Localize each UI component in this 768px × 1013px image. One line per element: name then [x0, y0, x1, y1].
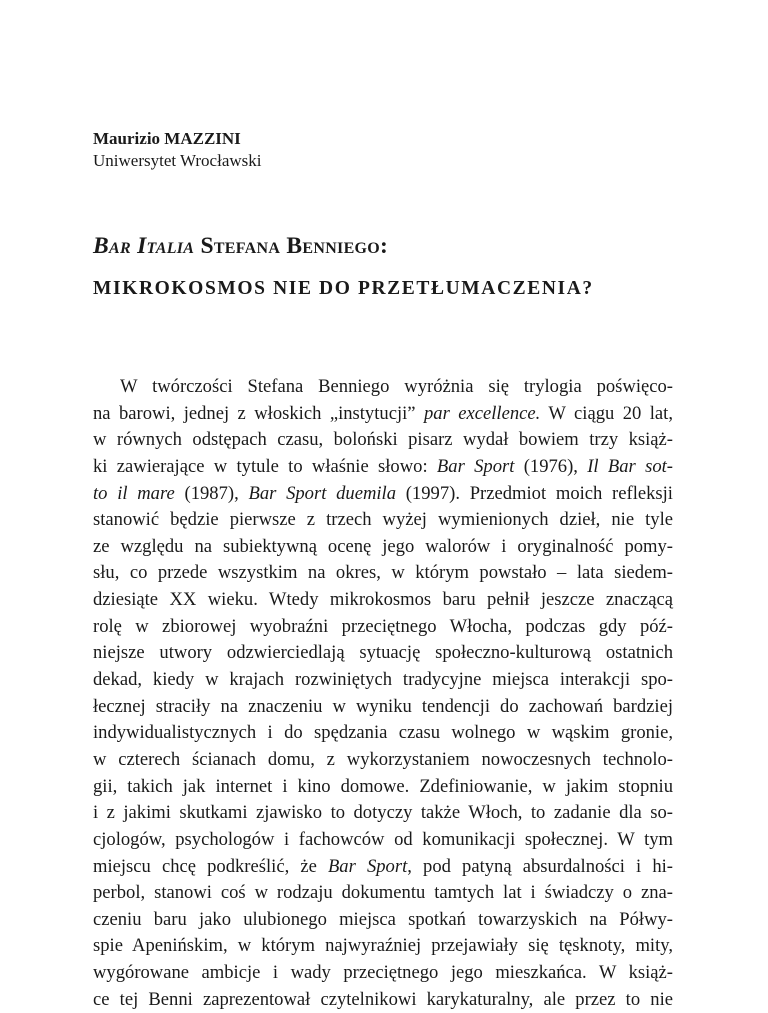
text-segment: indywidualistycznych i do spędzania czasu wolnego w wąskim gronie, [93, 722, 673, 744]
body-line [93, 987, 673, 1013]
text-segment: dekad, kiedy w krajach rozwiniętych tradycyjne miejsca interakcji spo- [93, 669, 673, 691]
body-line [93, 374, 673, 401]
text-segment: dziesiąte XX wieku. Wtedy mikrokosmos baru pełnił jeszcze znaczącą [93, 589, 673, 611]
body-line [93, 640, 673, 667]
text-segment: rolę w zbiorowej wyobraźni przeciętnego Włocha, podczas gdy póź- [93, 615, 673, 637]
body-line [93, 587, 673, 614]
text-segment: i z jakimi skutkami zjawisko to dotyczy także Włoch, to zadanie dla so- [93, 802, 673, 824]
body-line [93, 481, 673, 508]
text-segment: w czterech ścianach domu, z wykorzystaniem nowoczesnych technolo- [93, 748, 673, 770]
body-line [93, 534, 673, 561]
text-segment: W twórczości Stefana Benniego wyróżnia się trylogia poświęco- [120, 376, 673, 397]
body-line [93, 560, 673, 587]
text-segment: gii, takich jak internet i kino domowe. Zdefiniowanie, w jakim stopniu [93, 775, 673, 797]
text-segment: wygórowane ambicje i wady przeciętnego jego mieszkańca. W książ- [93, 962, 673, 984]
italic-text: to il mare [93, 482, 175, 504]
body-line [93, 401, 673, 428]
body-line [93, 720, 673, 747]
author-block [93, 128, 262, 172]
italic-text: Bar Sport duemila [248, 482, 397, 504]
text-segment: (1987), [174, 482, 249, 504]
text-segment: stanowić będzie pierwsze z trzech wyżej wymienionych dzieł, nie tyle [93, 509, 673, 531]
italic-text: par excellence. [423, 402, 541, 424]
italic-text: Bar Sport [327, 855, 408, 877]
text-segment: łecznej straciły na znaczeniu w wyniku tendencji do zachowań bardziej [93, 695, 673, 717]
article-title-rest: Stefana Benniego: [194, 233, 389, 259]
text-segment: ki zawierające w tytule to właśnie słowo: [93, 455, 437, 477]
text-segment: słu, co przede wszystkim na okres, w którym powstało – lata siedem- [93, 562, 673, 584]
body-line [93, 827, 673, 854]
body-paragraph [93, 374, 673, 1013]
text-segment: (1997). Przedmiot moich refleksji [396, 482, 673, 504]
article-subtitle: MIKROKOSMOS NIE DO PRZETŁUMACZENIA? [93, 278, 594, 299]
article-title [93, 232, 388, 260]
body-line [93, 960, 673, 987]
text-segment: perbol, stanowi coś w rodzaju dokumentu tamtych lat i świadczy o zna- [93, 882, 673, 904]
body-line [93, 454, 673, 481]
body-line [93, 614, 673, 641]
text-segment: w równych odstępach czasu, boloński pisarz wydał bowiem trzy książ- [93, 429, 673, 451]
body-line [93, 667, 673, 694]
body-line [93, 507, 673, 534]
author-name: Maurizio MAZZINI [93, 129, 241, 148]
text-segment: spie Apenińskim, w którym najwyraźniej przejawiały się tęsknoty, mity, [93, 935, 673, 957]
text-segment: czeniu baru jako ulubionego miejsca spotkań towarzyskich na Półwy- [93, 908, 673, 930]
text-segment: niejsze utwory odzwierciedlają sytuację społeczno-kulturową ostatnich [93, 642, 673, 664]
body-line [93, 747, 673, 774]
italic-text: Il Bar sot- [587, 455, 673, 477]
author-affiliation: Uniwersytet Wrocławski [93, 151, 262, 170]
text-segment: , pod patyną absurdalności i hi- [407, 855, 673, 877]
body-line [93, 694, 673, 721]
body-line [93, 854, 673, 881]
body-line [93, 907, 673, 934]
text-segment: miejscu chcę podkreślić, że [93, 855, 328, 877]
body-line [93, 933, 673, 960]
body-line [93, 800, 673, 827]
body-line [93, 880, 673, 907]
body-line [93, 774, 673, 801]
article-title-italic: Bar Italia [93, 233, 195, 259]
text-segment: cjologów, psychologów i fachowców od komunikacji społecznej. W tym [93, 828, 673, 850]
text-segment: ce tej Benni zaprezentował czytelnikowi karykaturalny, ale przez to nie [93, 988, 673, 1010]
text-segment: (1976), [514, 455, 588, 477]
text-segment: na barowi, jednej z włoskich „instytucji” [93, 402, 424, 424]
text-segment: ze względu na subiektywną ocenę jego walorów i oryginalność pomy- [93, 535, 673, 557]
text-segment: W ciągu 20 lat, [540, 402, 673, 424]
body-line [93, 427, 673, 454]
italic-text: Bar Sport [436, 455, 515, 477]
